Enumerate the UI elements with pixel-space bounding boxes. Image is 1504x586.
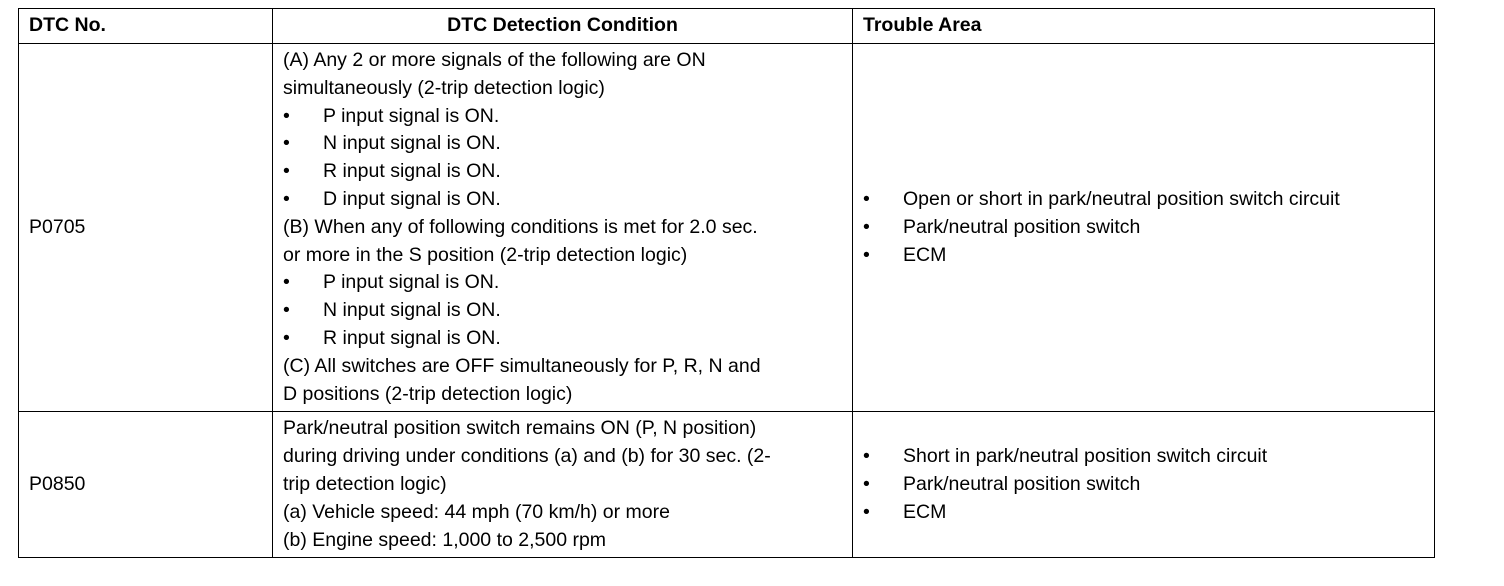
list-item-text: D input signal is ON. (323, 187, 501, 210)
condition-text: or more in the S position (2-trip detection logic) (283, 243, 688, 266)
condition-text: (C) All switches are OFF simultaneously for P, R, N and (283, 354, 761, 377)
list-item-text: Open or short in park/neutral position switch circuit (903, 187, 1340, 210)
bullet-icon: • (863, 215, 870, 238)
condition-text: (b) Engine speed: 1,000 to 2,500 rpm (283, 528, 607, 551)
dtc-table (18, 8, 1435, 558)
condition-text: (B) When any of following conditions is met for 2.0 sec. (283, 215, 758, 238)
list-item (863, 471, 1424, 499)
bullet-icon: • (863, 500, 870, 523)
bullet-icon: • (863, 187, 870, 210)
dtc-code: P0705 (29, 215, 86, 238)
list-item-text: ECM (903, 243, 947, 266)
list-item (283, 186, 842, 214)
list-item-text: Park/neutral position switch (903, 472, 1141, 495)
list-item (283, 158, 842, 186)
list-item (283, 325, 842, 353)
dtc-code: P0850 (29, 472, 86, 495)
bullet-icon: • (863, 472, 870, 495)
list-item (863, 214, 1424, 242)
condition-text: D positions (2-trip detection logic) (283, 382, 573, 405)
table-row-p0705 (19, 44, 1435, 412)
list-item (863, 443, 1424, 471)
condition-text: trip detection logic) (283, 472, 447, 495)
condition-text: simultaneously (2-trip detection logic) (283, 76, 605, 99)
trouble-area-cell (853, 412, 1435, 558)
detection-condition-cell (273, 44, 853, 412)
bullet-icon: • (283, 187, 290, 210)
header-row (19, 9, 1435, 44)
condition-text: (A) Any 2 or more signals of the following are ON (283, 49, 706, 71)
trouble-area-cell (853, 44, 1435, 412)
list-item (283, 103, 842, 131)
condition-text: Park/neutral position switch remains ON (P, N position) (283, 417, 757, 440)
list-item (863, 499, 1424, 527)
list-item-text: P input signal is ON. (323, 271, 500, 294)
list-item-text: Park/neutral position switch (903, 215, 1141, 238)
header-detection-condition: DTC Detection Condition (273, 9, 853, 44)
table-row-p0850 (19, 412, 1435, 558)
list-item-text: N input signal is ON. (323, 299, 501, 322)
condition-text: (a) Vehicle speed: 44 mph (70 km/h) or more (283, 500, 670, 523)
bullet-icon: • (283, 299, 290, 322)
bullet-icon: • (863, 445, 870, 468)
dtc-code-cell (19, 44, 273, 412)
list-item-text: R input signal is ON. (323, 326, 501, 349)
bullet-icon: • (283, 326, 290, 349)
header-trouble-area: Trouble Area (853, 9, 1435, 44)
list-item (283, 130, 842, 158)
dtc-code-cell (19, 412, 273, 558)
detection-condition-cell (273, 412, 853, 558)
list-item (863, 242, 1424, 270)
condition-text: during driving under conditions (a) and (b) for 30 sec. (2- (283, 445, 771, 468)
list-item-text: Short in park/neutral position switch circuit (903, 445, 1268, 468)
list-item (863, 186, 1424, 214)
bullet-icon: • (283, 160, 290, 183)
header-dtc-no: DTC No. (19, 9, 273, 44)
list-item-text: N input signal is ON. (323, 132, 501, 155)
list-item-text: P input signal is ON. (323, 104, 500, 127)
bullet-icon: • (863, 243, 870, 266)
bullet-icon: • (283, 104, 290, 127)
bullet-icon: • (283, 271, 290, 294)
bullet-icon: • (283, 132, 290, 155)
list-item-text: ECM (903, 500, 947, 523)
list-item-text: R input signal is ON. (323, 160, 501, 183)
list-item (283, 297, 842, 325)
list-item (283, 269, 842, 297)
